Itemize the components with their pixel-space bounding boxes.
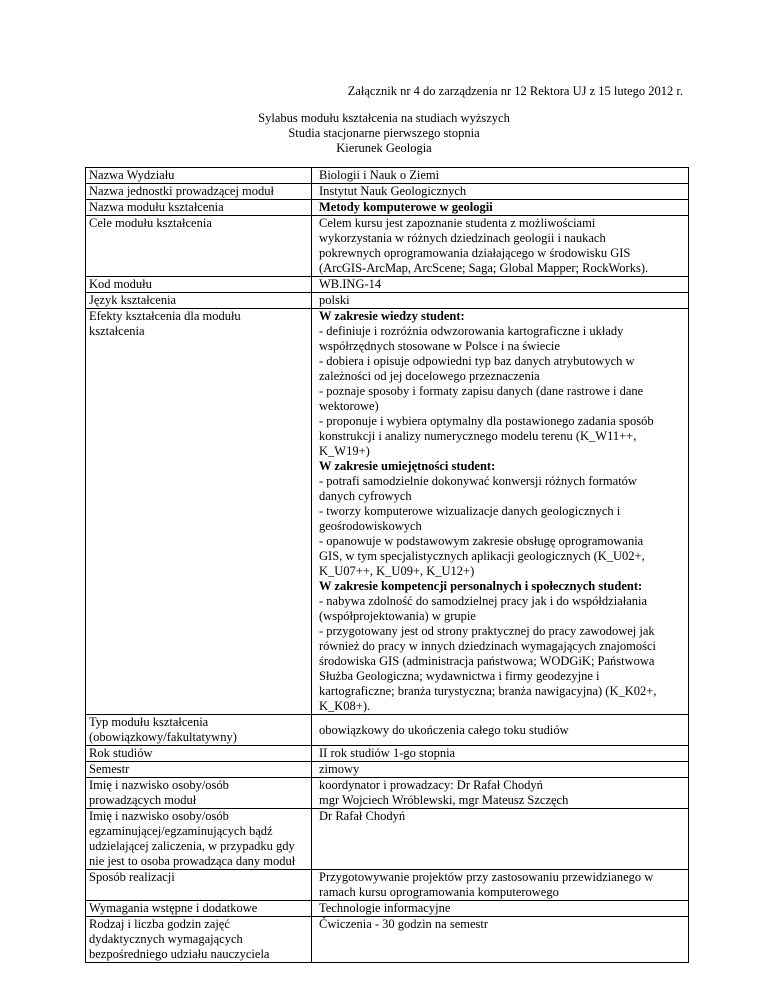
value-cele — [312, 216, 689, 277]
prowadzacy-line: mgr Wojciech Wróblewski, mgr Mateusz Szczęch — [319, 793, 569, 807]
row-wydzial — [86, 168, 689, 184]
godziny-label-line: bezpośredniego udziału nauczyciela — [89, 947, 270, 961]
wiedza-line: - dobiera i opisuje odpowiedni typ baz danych atrybutowych w — [319, 354, 635, 368]
sposob-label-line: Sposób realizacji — [89, 870, 175, 884]
value-modul: Metody komputerowe w geologii — [312, 200, 689, 216]
sposob-line: ramach kursu oprogramowania komputerowego — [319, 885, 559, 899]
efekty-label-line: kształcenia — [89, 324, 145, 338]
wiedza-line: konstrukcji i analizy numerycznego modelu terenu (K_W11++, — [319, 429, 637, 443]
header-line-1: Sylabus modułu kształcenia na studiach wyższych — [258, 111, 510, 125]
row-kod — [86, 277, 689, 293]
wiedza-line: - definiuje i rozróżnia odwzorowania kartograficzne i układy — [319, 324, 624, 338]
godziny-label-line: Rodzaj i liczba godzin zajęć — [89, 917, 230, 931]
kompetencje-line: (współprojektowania) w grupie — [319, 609, 476, 623]
value-semestr: zimowy — [312, 762, 689, 778]
label-wydzial: Nazwa Wydziału — [86, 168, 312, 184]
umiejetnosci-line: geośrodowiskowych — [319, 519, 422, 533]
row-jednostka — [86, 184, 689, 200]
prowadzacy-line: koordynator i prowadzacy: Dr Rafał Chodyń — [319, 778, 543, 792]
umiejetnosci-line: K_U07++, K_U09+, K_U12+) — [319, 564, 475, 578]
label-cele: Cele modułu kształcenia — [86, 216, 312, 277]
umiejetnosci-line: - potrafi samodzielnie dokonywać konwersji różnych formatów — [319, 474, 637, 488]
value-typ: obowiązkowy do ukończenia całego toku studiów — [312, 715, 689, 746]
wiedza-line: K_W19+) — [319, 444, 370, 458]
header-line-2: Studia stacjonarne pierwszego stopnia — [288, 126, 480, 140]
label-sposob — [86, 870, 312, 901]
row-godziny — [86, 917, 689, 963]
cele-line: (ArcGIS-ArcMap, ArcScene; Saga; Global Mapper; RockWorks). — [319, 261, 649, 275]
value-rok: II rok studiów 1-go stopnia — [312, 746, 689, 762]
label-modul: Nazwa modułu kształcenia — [86, 200, 312, 216]
syllabus-header — [0, 111, 768, 156]
row-typ — [86, 715, 689, 746]
kompetencje-heading: W zakresie kompetencji personalnych i społecznych student: — [319, 579, 643, 593]
kompetencje-line: kartograficzne; branża turystyczna; branża nawigacyjna) (K_K02+, — [319, 684, 657, 698]
kompetencje-line: środowiska GIS (administracja państwowa; WODGiK; Państwowa — [319, 654, 655, 668]
value-egzaminujacy: Dr Rafał Chodyń — [312, 809, 689, 870]
prowadzacy-label-line: prowadzących moduł — [89, 793, 197, 807]
egzaminujacy-label-line: egzaminującej/egzaminujących bądź — [89, 824, 273, 838]
row-cele — [86, 216, 689, 277]
kompetencje-line: Służba Geologiczna; wydawnictwa i firmy geodezyjne i — [319, 669, 600, 683]
label-efekty — [86, 309, 312, 715]
row-modul — [86, 200, 689, 216]
kompetencje-line: - przygotowany jest od strony praktycznej do pracy zawodowej jak — [319, 624, 655, 638]
value-jednostka: Instytut Nauk Geologicznych — [312, 184, 689, 200]
row-egzaminujacy — [86, 809, 689, 870]
cele-line: pokrewnych oprogramowania działającego w środowisku GIS — [319, 246, 631, 260]
label-jednostka: Nazwa jednostki prowadzącej moduł — [86, 184, 312, 200]
annex-note: Załącznik nr 4 do zarządzenia nr 12 Rektora UJ z 15 lutego 2012 r. — [347, 84, 683, 98]
value-kod: WB.ING-14 — [312, 277, 689, 293]
value-efekty — [312, 309, 689, 715]
row-rok — [86, 746, 689, 762]
wiedza-line: zależności od jej docelowego przeznaczenia — [319, 369, 540, 383]
prowadzacy-label-line: Imię i nazwisko osoby/osób — [89, 778, 229, 792]
efekty-label-line: Efekty kształcenia dla modułu — [89, 309, 241, 323]
sposob-line: Przygotowywanie projektów przy zastosowaniu przewidzianego w — [319, 870, 654, 884]
label-egzaminujacy — [86, 809, 312, 870]
label-rok: Rok studiów — [86, 746, 312, 762]
row-jezyk — [86, 293, 689, 309]
cele-line: wykorzystania w różnych dziedzinach geologii i naukach — [319, 231, 606, 245]
row-wymagania — [86, 901, 689, 917]
label-kod: Kod modułu — [86, 277, 312, 293]
typ-label-line: Typ modułu kształcenia — [89, 715, 209, 729]
umiejetnosci-heading: W zakresie umiejętności student: — [319, 459, 496, 473]
label-prowadzacy — [86, 778, 312, 809]
row-prowadzacy — [86, 778, 689, 809]
label-wymagania: Wymagania wstępne i dodatkowe — [86, 901, 312, 917]
spacer — [89, 885, 308, 900]
value-godziny: Ćwiczenia - 30 godzin na semestr — [312, 917, 689, 963]
value-jezyk: polski — [312, 293, 689, 309]
value-wydzial: Biologii i Nauk o Ziemi — [312, 168, 689, 184]
typ-label-line: (obowiązkowy/fakultatywny) — [89, 730, 237, 744]
syllabus-table — [85, 167, 689, 963]
umiejetnosci-line: danych cyfrowych — [319, 489, 412, 503]
egzaminujacy-label-line: udzielającej zaliczenia, w przypadku gdy — [89, 839, 295, 853]
egzaminujacy-label-line: Imię i nazwisko osoby/osób — [89, 809, 229, 823]
row-efekty — [86, 309, 689, 715]
umiejetnosci-line: - opanowuje w podstawowym zakresie obsługę oprogramowania — [319, 534, 644, 548]
kompetencje-line: - nabywa zdolność do samodzielnej pracy jak i do współdziałania — [319, 594, 648, 608]
value-wymagania: Technologie informacyjne — [312, 901, 689, 917]
wiedza-heading: W zakresie wiedzy student: — [319, 309, 465, 323]
wiedza-line: wektorowe) — [319, 399, 379, 413]
wiedza-line: - proponuje i wybiera optymalny dla postawionego zadania sposób — [319, 414, 654, 428]
label-godziny — [86, 917, 312, 963]
row-sposob — [86, 870, 689, 901]
cele-line: Celem kursu jest zapoznanie studenta z możliwościami — [319, 216, 596, 230]
label-jezyk: Język kształcenia — [86, 293, 312, 309]
row-semestr — [86, 762, 689, 778]
value-sposob — [312, 870, 689, 901]
godziny-label-line: dydaktycznych wymagających — [89, 932, 243, 946]
umiejetnosci-line: GIS, w tym specjalistycznych aplikacji geologicznych (K_U02+, — [319, 549, 645, 563]
value-prowadzacy — [312, 778, 689, 809]
umiejetnosci-line: - tworzy komputerowe wizualizacje danych geologicznych i — [319, 504, 621, 518]
kompetencje-line: K_K08+). — [319, 699, 371, 713]
label-semestr: Semestr — [86, 762, 312, 778]
label-typ — [86, 715, 312, 746]
header-line-3: Kierunek Geologia — [336, 141, 432, 155]
egzaminujacy-label-line: nie jest to osoba prowadząca dany moduł — [89, 854, 296, 868]
kompetencje-line: również do pracy w innych dziedzinach wymagających znajomości — [319, 639, 657, 653]
wiedza-line: - poznaje sposoby i formaty zapisu danych (dane rastrowe i dane — [319, 384, 644, 398]
wiedza-line: współrzędnych stosowane w Polsce i na świecie — [319, 339, 560, 353]
